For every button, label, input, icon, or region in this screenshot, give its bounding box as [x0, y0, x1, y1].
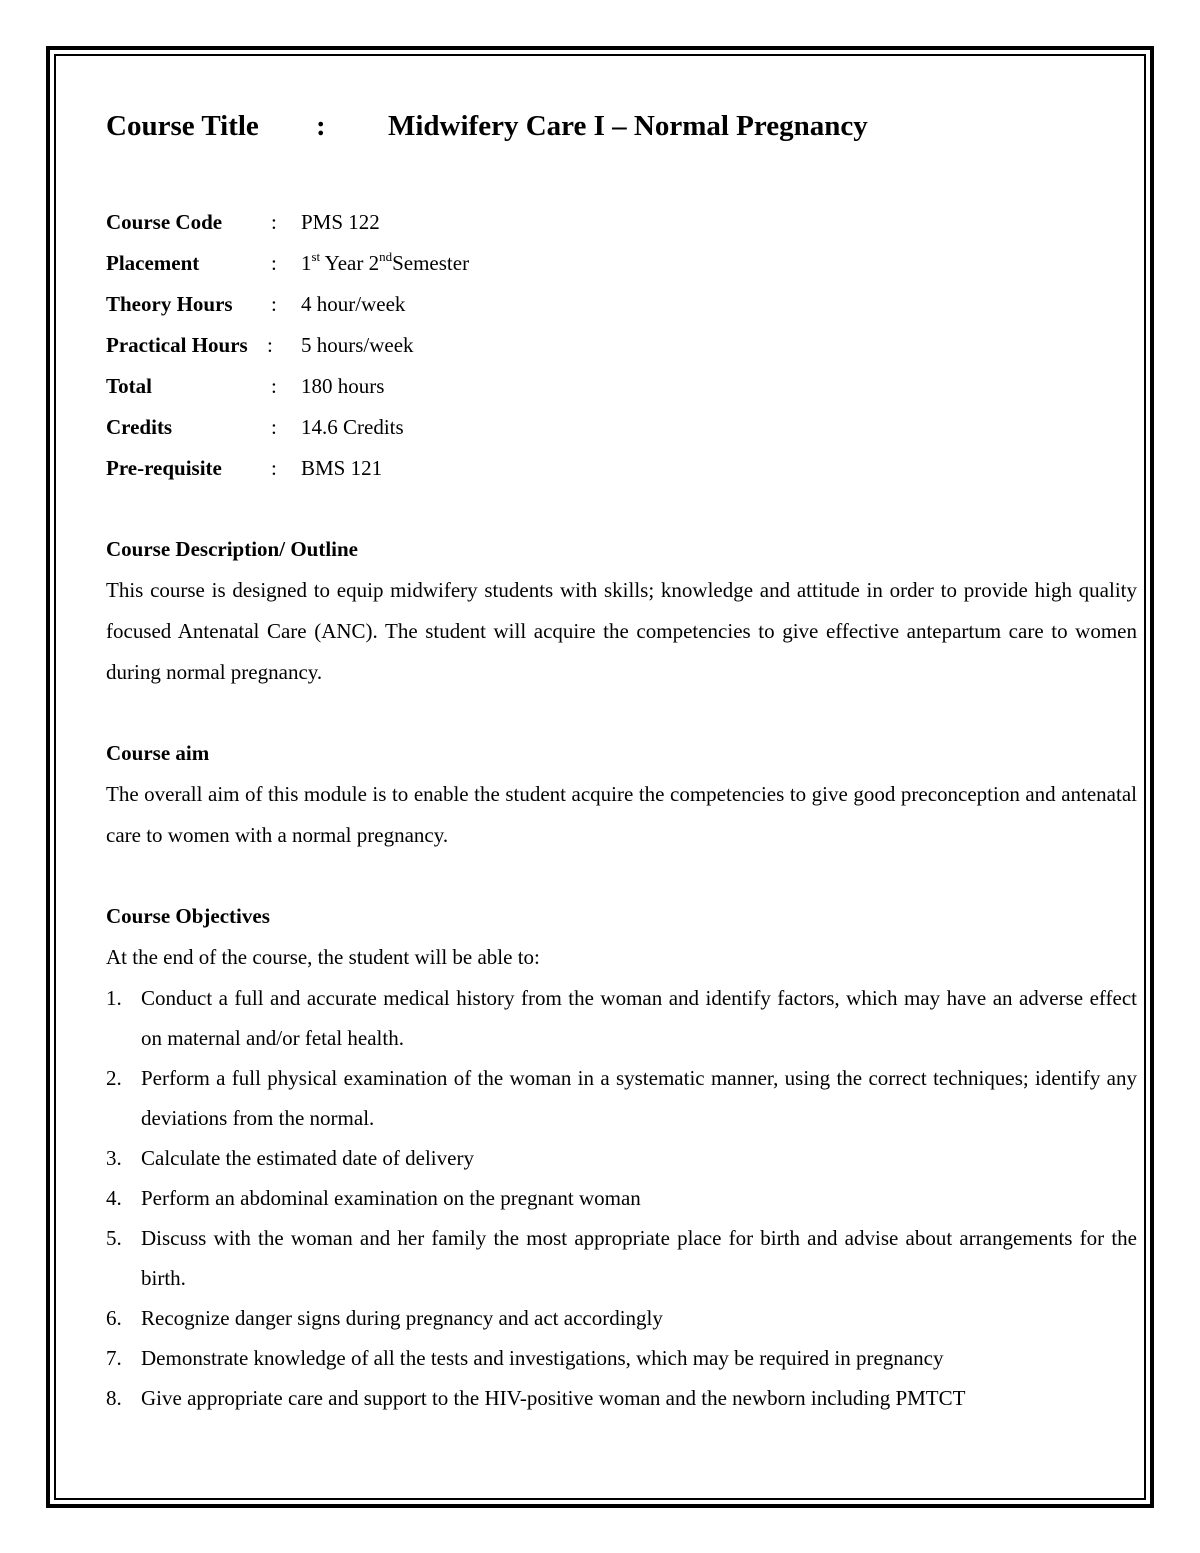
- meta-value: 180 hours: [301, 374, 385, 398]
- list-item-number: 3.: [106, 1146, 122, 1170]
- list-item: [106, 1218, 1137, 1298]
- section-paragraph: The overall aim of this module is to enable the student acquire the competencies to give good preconception and antenatal care to women with a normal pregnancy.: [106, 782, 1137, 847]
- list-item-number: 5.: [106, 1226, 122, 1250]
- list-item-number: 4.: [106, 1186, 122, 1210]
- list-item: [106, 1138, 1137, 1178]
- meta-value: PMS 122: [301, 210, 380, 234]
- list-item: [106, 1378, 1137, 1418]
- meta-row-placement: [106, 243, 1137, 284]
- list-item: [106, 1058, 1137, 1138]
- meta-row-practical-hours: [106, 325, 1137, 366]
- list-item: [106, 1298, 1137, 1338]
- meta-value: 4 hour/week: [301, 292, 406, 316]
- list-item-text: Calculate the estimated date of delivery: [141, 1146, 474, 1170]
- course-title-colon: :: [316, 110, 326, 142]
- objectives-intro: At the end of the course, the student will be able to:: [106, 945, 540, 969]
- list-item-number: 8.: [106, 1386, 122, 1410]
- list-item-text: Perform an abdominal examination on the pregnant woman: [141, 1186, 641, 1210]
- meta-colon: :: [271, 415, 277, 439]
- section-paragraph: This course is designed to equip midwifery students with skills; knowledge and attitude in order to provide high quality focused Antenatal Care (ANC). The student will acquire the competencies to give effective antepartum care to women during normal pregnancy.: [106, 578, 1137, 684]
- meta-colon: :: [271, 251, 277, 275]
- course-title-row: [106, 110, 1137, 154]
- meta-value: [301, 243, 469, 284]
- course-objectives-section: [106, 896, 1137, 1418]
- list-item-number: 7.: [106, 1346, 122, 1370]
- course-description-section: [106, 529, 1137, 693]
- meta-label: Credits: [106, 415, 173, 439]
- list-item: [106, 978, 1137, 1058]
- meta-row-theory-hours: [106, 284, 1137, 325]
- meta-label: Total: [106, 374, 152, 398]
- course-title-label: Course Title: [106, 110, 259, 142]
- meta-label: Practical Hours: [106, 333, 248, 357]
- placement-year-word: Year 2: [320, 251, 380, 275]
- list-item-text: Discuss with the woman and her family the most appropriate place for birth and advise about arrangements for the birth.: [141, 1226, 1137, 1290]
- meta-row-total: [106, 366, 1137, 407]
- list-item: [106, 1338, 1137, 1378]
- meta-colon: :: [271, 292, 277, 316]
- placement-semester-suffix: nd: [379, 249, 393, 264]
- meta-colon: :: [267, 333, 273, 357]
- meta-value: 14.6 Credits: [301, 415, 404, 439]
- list-item-text: Recognize danger signs during pregnancy and act accordingly: [141, 1306, 663, 1330]
- course-title-text: Midwifery Care I – Normal Pregnancy: [388, 110, 868, 142]
- document-content: [106, 110, 1137, 1418]
- list-item-number: 6.: [106, 1306, 122, 1330]
- course-aim-section: [106, 733, 1137, 856]
- meta-label: Course Code: [106, 210, 223, 234]
- meta-row-prerequisite: [106, 448, 1137, 489]
- list-item-text: Perform a full physical examination of the woman in a systematic manner, using the correct techniques; identify any deviations from the normal.: [141, 1066, 1137, 1130]
- list-item-text: Demonstrate knowledge of all the tests and investigations, which may be required in pregnancy: [141, 1346, 944, 1370]
- placement-semester-word: Semester: [392, 251, 470, 275]
- section-heading: Course aim: [106, 741, 210, 765]
- list-item-text: Give appropriate care and support to the HIV-positive woman and the newborn including PMTCT: [141, 1386, 966, 1410]
- meta-colon: :: [271, 210, 277, 234]
- meta-colon: :: [271, 374, 277, 398]
- list-item-text: Conduct a full and accurate medical history from the woman and identify factors, which may have an adverse effect on maternal and/or fetal health.: [141, 986, 1137, 1050]
- meta-label: Pre-requisite: [106, 456, 222, 480]
- meta-row-credits: [106, 407, 1137, 448]
- section-heading: Course Description/ Outline: [106, 537, 358, 561]
- list-item-number: 1.: [106, 986, 122, 1010]
- objectives-list: [106, 978, 1137, 1418]
- meta-colon: :: [271, 456, 277, 480]
- meta-label: Theory Hours: [106, 292, 233, 316]
- meta-row-course-code: [106, 202, 1137, 243]
- meta-label: Placement: [106, 251, 200, 275]
- placement-year-number: 1: [301, 251, 312, 275]
- meta-value: 5 hours/week: [301, 333, 414, 357]
- list-item: [106, 1178, 1137, 1218]
- list-item-number: 2.: [106, 1066, 122, 1090]
- placement-year-suffix: st: [311, 249, 321, 264]
- section-heading: Course Objectives: [106, 904, 270, 928]
- course-meta-table: [106, 202, 1137, 489]
- meta-value: BMS 121: [301, 456, 383, 480]
